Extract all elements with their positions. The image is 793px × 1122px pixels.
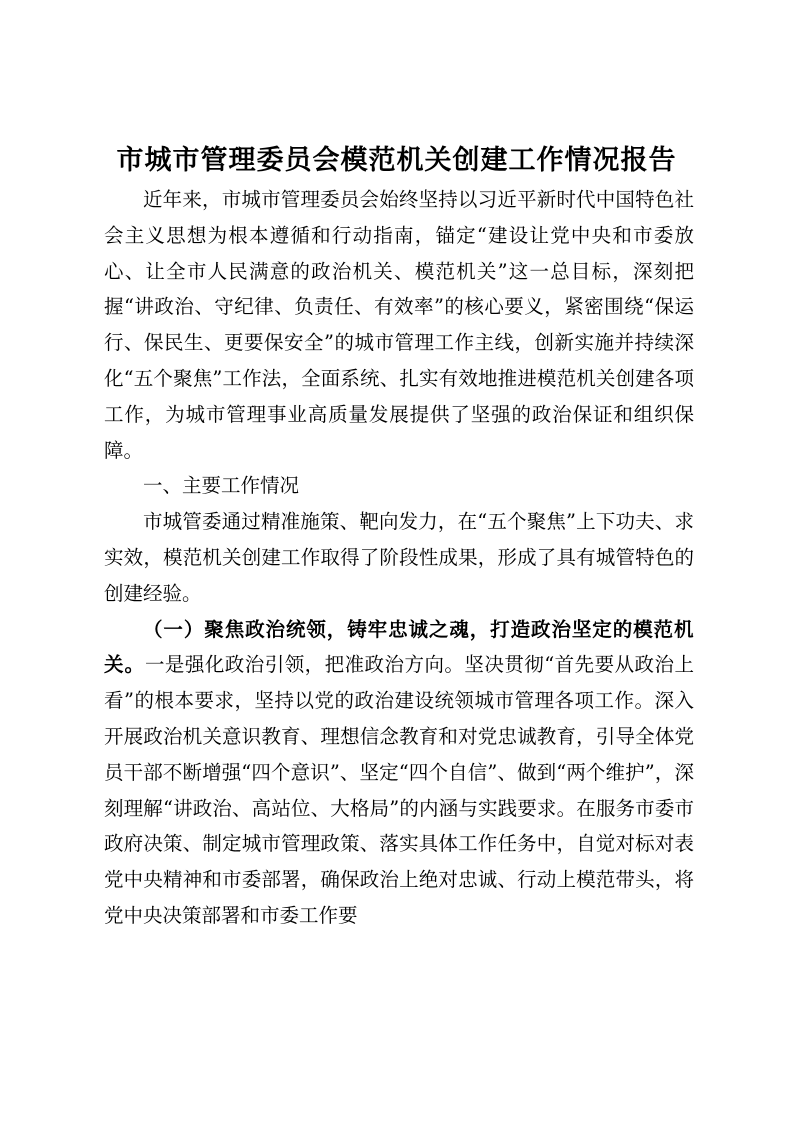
intro-paragraph: 近年来，市城市管理委员会始终坚持以习近平新时代中国特色社会主义思想为根本遵循和行动指南，锚定“建设让党中央和市委放心、让全市人民满意的政治机关、模范机关”这一总目标，深刻把握“讲政治、守纪律、负责任、有效率”的核心要义，紧密围绕“保运行、保民生、更要保安全”的城市管理工作主线，创新实施并持续深化“五个聚焦”工作法，全面系统、扎实有效地推进模范机关创建各项工作，为城市管理事业高质量发展提供了坚强的政治保证和组织保障。 [104, 188, 694, 462]
document-title: 市城市管理委员会模范机关创建工作情况报告 [116, 145, 677, 176]
subsection-paragraph [104, 612, 694, 934]
subsection-lead: （一）聚焦政治统领，铸牢忠诚之魂，打造政治坚定的模范机关。 [104, 617, 694, 677]
section-paragraph: 市城管委通过精准施策、靶向发力，在“五个聚焦”上下功夫、求实效，模范机关创建工作取得了阶段性成果，形成了具有城管特色的创建经验。 [104, 510, 694, 605]
section-heading: 一、主要工作情况 [143, 474, 300, 498]
document-body [104, 182, 694, 934]
subsection-text: 一是强化政治引领，把准政治方向。坚决贯彻“首先要从政治上看”的根本要求，坚持以党的政治建设统领城市管理各项工作。深入开展政治机关意识教育、理想信念教育和对党忠诚教育，引导全体党员干部不断增强“四个意识”、坚定“四个自信”、做到“两个维护”，深刻理解“讲政治、高站位、大格局”的内涵与实践要求。在服务市委市政府决策、制定城市管理政策、落实具体工作任务中，自觉对标对表党中央精神和市委部署，确保政治上绝对忠诚、行动上模范带头，将党中央决策部署和市委工作要 [104, 653, 694, 927]
